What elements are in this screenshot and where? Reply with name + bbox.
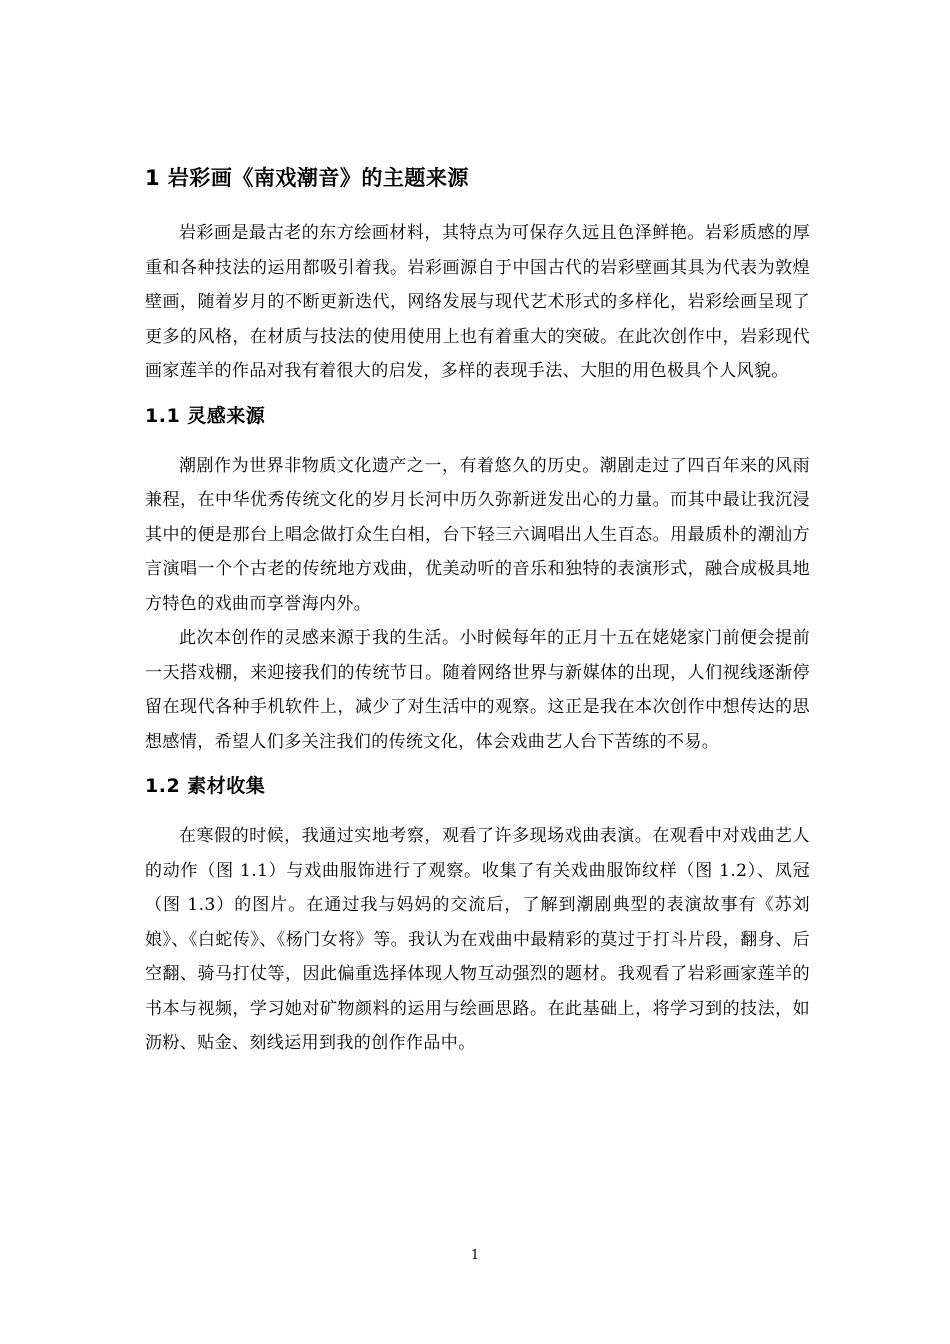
materials-paragraph-1: 在寒假的时候，我通过实地考察，观看了许多现场戏曲表演。在观看中对戏曲艺人的动作（图 1.1）与戏曲服饰进行了观察。收集了有关戏曲服饰纹样（图 1.2）、凤冠（图 1.3）的图片。在通过我与妈妈的交流后，了解到潮剧典型的表演故事有《苏刘娘》、《白蛇传》、《杨门女将》等。我认为在戏曲中最精彩的莫过于打斗片段，翻身、后空翻、骑马打仗等，因此偏重选择体现人物互动强烈的题材。我观看了岩彩画家莲羊的书本与视频，学习她对矿物颜料的运用与绘画思路。在此基础上，将学习到的技法，如沥粉、贴金、刻线运用到我的创作作品中。: [145, 826, 810, 1053]
subsection-title-inspiration: 1.1 灵感来源: [145, 404, 266, 427]
section-intro-paragraph: 岩彩画是最古老的东方绘画材料，其特点为可保存久远且色泽鲜艳。岩彩质感的厚重和各种技法的运用都吸引着我。岩彩画源自于中国古代的岩彩壁画其具为代表为敦煌壁画，随着岁月的不断更新迭代，网络发展与现代艺术形式的多样化，岩彩绘画呈现了更多的风格，在材质与技法的使用使用上也有着重大的突破。在此次创作中，岩彩现代画家莲羊的作品对我有着很大的启发，多样的表现手法、大胆的用色极具个人风貌。: [145, 223, 810, 381]
page-number: 1: [470, 1248, 480, 1263]
section-title: 1 岩彩画《南戏潮音》的主题来源: [145, 166, 469, 190]
subsection-title-materials: 1.2 素材收集: [145, 775, 266, 797]
inspiration-paragraph-2: 此次本创作的灵感来源于我的生活。小时候每年的正月十五在姥姥家门前便会提前一天搭戏棚，来迎接我们的传统节日。随着网络世界与新媒体的出现，人们视线逐渐停留在现代各种手机软件上，减少了对生活中的观察。这正是我在本次创作中想传达的思想感情，希望人们多关注我们的传统文化，体会戏曲艺人台下苦练的不易。: [145, 628, 810, 752]
inspiration-paragraph-1: 潮剧作为世界非物质文化遗产之一，有着悠久的历史。潮剧走过了四百年来的风雨兼程，在中华优秀传统文化的岁月长河中历久弥新迸发出心的力量。而其中最让我沉浸其中的便是那台上唱念做打众生白相，台下轻三六调唱出人生百态。用最质朴的潮汕方言演唱一个个古老的传统地方戏曲，优美动听的音乐和独特的表演形式，融合成极具地方特色的戏曲而享誉海内外。: [145, 455, 810, 614]
page-content: [145, 160, 810, 1061]
